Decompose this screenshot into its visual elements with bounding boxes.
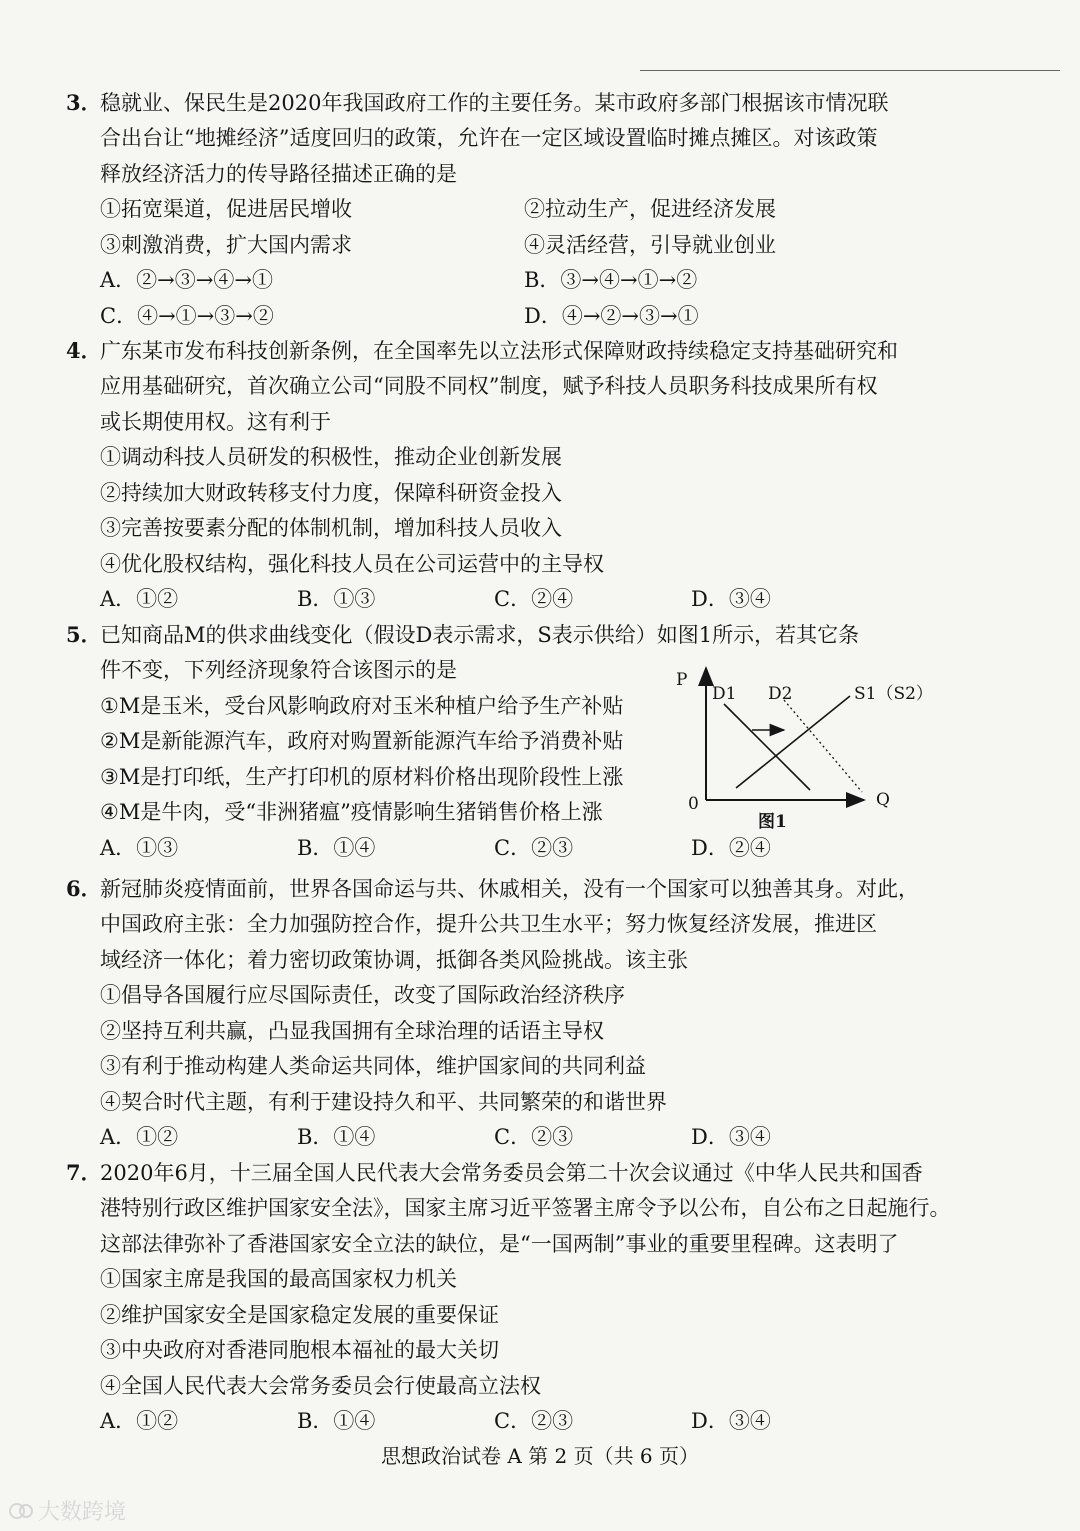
statement-item: ④M是牛肉，受“非洲猪瘟”疫情影响生猪销售价格上涨 [100,800,603,825]
statement-item: ②拉动生产，促进经济发展 [524,197,776,222]
question-stem-line: 稳就业、保民生是2020年我国政府工作的主要任务。某市政府多部门根据该市情况联 [100,90,889,115]
question-stem-line: 合出台让“地摊经济”适度回归的政策，允许在一定区域设置临时摊点摊区。对该政策 [100,126,878,151]
answer-option-d[interactable]: D．③④ [691,587,771,612]
statement-item: ②持续加大财政转移支付力度，保障科研资金投入 [100,480,562,505]
d2-label: D2 [768,684,793,704]
watermark-logo-icon [8,1501,34,1521]
statement-item: ③中央政府对香港同胞根本福祉的最大关切 [100,1338,499,1363]
question-stem-line: 这部法律弥补了香港国家安全立法的缺位，是“一国两制”事业的重要里程碑。这表明了 [100,1231,899,1256]
question-number: 6． [66,875,102,901]
watermark [8,1495,126,1526]
question-6 [66,870,936,1154]
statement-item: ②坚持互利共赢，凸显我国拥有全球治理的话语主导权 [100,1018,604,1043]
q-axis-label: Q [876,790,890,810]
header-rule [640,70,1060,71]
question-number: 7． [66,1159,102,1185]
statement-item: ④契合时代主题，有利于建设持久和平、共同繁荣的和谐世界 [100,1089,667,1114]
answer-option-b[interactable]: B．①④ [297,835,376,860]
answer-option-d[interactable]: D．②④ [691,835,771,860]
question-stem-line: 件不变，下列经济现象符合该图示的是 [100,658,457,683]
answer-option-b[interactable]: B．③→④→①→② [524,268,698,293]
watermark-text: 大数跨境 [38,1500,127,1525]
question-stem-line: 域经济一体化；着力密切政策协调，抵御各类风险挑战。该主张 [100,947,688,972]
s-label: S1（S2） [854,684,933,704]
p-axis-label: P [676,670,688,690]
statement-item: ②维护国家安全是国家稳定发展的重要保证 [100,1302,499,1327]
statement-item: ④全国人民代表大会常务委员会行使最高立法权 [100,1373,541,1398]
answer-option-a[interactable]: A．①③ [100,835,179,860]
question-stem-line: 释放经济活力的传导路径描述正确的是 [100,161,457,186]
question-stem-line: 2020年6月，十三届全国人民代表大会常务委员会第二十次会议通过《中华人民共和国香 [100,1160,923,1185]
question-number: 4． [66,337,102,363]
question-stem-line: 已知商品M的供求曲线变化（假设D表示需求，S表示供给）如图1所示，若其它条 [100,622,860,647]
supply-demand-figure [672,660,942,840]
question-stem-line: 应用基础研究，首次确立公司“同股不同权”制度，赋予科技人员职务科技成果所有权 [100,374,878,399]
answer-option-d[interactable]: D．④→②→③→① [524,303,699,328]
answer-option-b[interactable]: B．①④ [297,1409,376,1434]
question-number: 3． [66,89,102,115]
question-7 [66,1154,951,1438]
statement-item: ③刺激消费，扩大国内需求 [100,232,352,257]
question-4 [66,332,936,616]
question-stem-line: 港特别行政区维护国家安全法》，国家主席习近平签署主席令予以公布，自公布之日起施行。 [100,1196,951,1221]
answer-option-d[interactable]: D．③④ [691,1409,771,1434]
statement-item: ①拓宽渠道，促进居民增收 [100,197,352,222]
demand-curve-d2 [784,700,862,792]
statement-item: ③M是打印纸，生产打印机的原材料价格出现阶段性上涨 [100,764,624,789]
answer-option-c[interactable]: C．②③ [494,835,574,860]
answer-option-c[interactable]: C．④→①→③→② [100,303,274,328]
statement-item: ①M是玉米，受台风影响政府对玉米种植户给予生产补贴 [100,693,624,718]
answer-option-d[interactable]: D．③④ [691,1125,771,1150]
question-stem-line: 或长期使用权。这有利于 [100,409,331,434]
question-number: 5． [66,621,102,647]
answer-option-c[interactable]: C．②③ [494,1409,574,1434]
question-stem-line: 中国政府主张：全力加强防控合作，提升公共卫生水平；努力恢复经济发展，推进区 [100,912,877,937]
statement-item: ④优化股权结构，强化科技人员在公司运营中的主导权 [100,551,604,576]
answer-option-a[interactable]: A．①② [100,1125,179,1150]
figure-caption: 图1 [758,812,787,832]
question-3 [66,84,936,333]
answer-option-b[interactable]: B．①④ [297,1125,376,1150]
supply-curve-s [736,696,850,788]
question-stem-line: 新冠肺炎疫情面前，世界各国命运与共、休戚相关，没有一个国家可以独善其身。对此， [100,876,919,901]
statement-item: ①调动科技人员研发的积极性，推动企业创新发展 [100,445,562,470]
answer-option-a[interactable]: A．②→③→④→① [100,268,273,293]
answer-option-c[interactable]: C．②③ [494,1125,574,1150]
statement-item: ①倡导各国履行应尽国际责任，改变了国际政治经济秩序 [100,983,625,1008]
statement-item: ①国家主席是我国的最高国家权力机关 [100,1267,457,1292]
answer-option-b[interactable]: B．①③ [297,587,376,612]
statement-item: ③有利于推动构建人类命运共同体，维护国家间的共同利益 [100,1054,646,1079]
statement-item: ②M是新能源汽车，政府对购置新能源汽车给予消费补贴 [100,729,624,754]
question-stem-line: 广东某市发布科技创新条例，在全国率先以立法形式保障财政持续稳定支持基础研究和 [100,338,898,363]
origin-label: 0 [688,794,699,814]
statement-item: ④灵活经营，引导就业创业 [524,232,776,257]
d1-label: D1 [712,684,737,704]
answer-option-a[interactable]: A．①② [100,1409,179,1434]
demand-curve-d1 [724,704,810,790]
answer-option-a[interactable]: A．①② [100,587,179,612]
statement-item: ③完善按要素分配的体制机制，增加科技人员收入 [100,516,562,541]
page-footer: 思想政治试卷 A 第 2 页（共 6 页） [380,1444,700,1468]
answer-option-c[interactable]: C．②④ [494,587,574,612]
